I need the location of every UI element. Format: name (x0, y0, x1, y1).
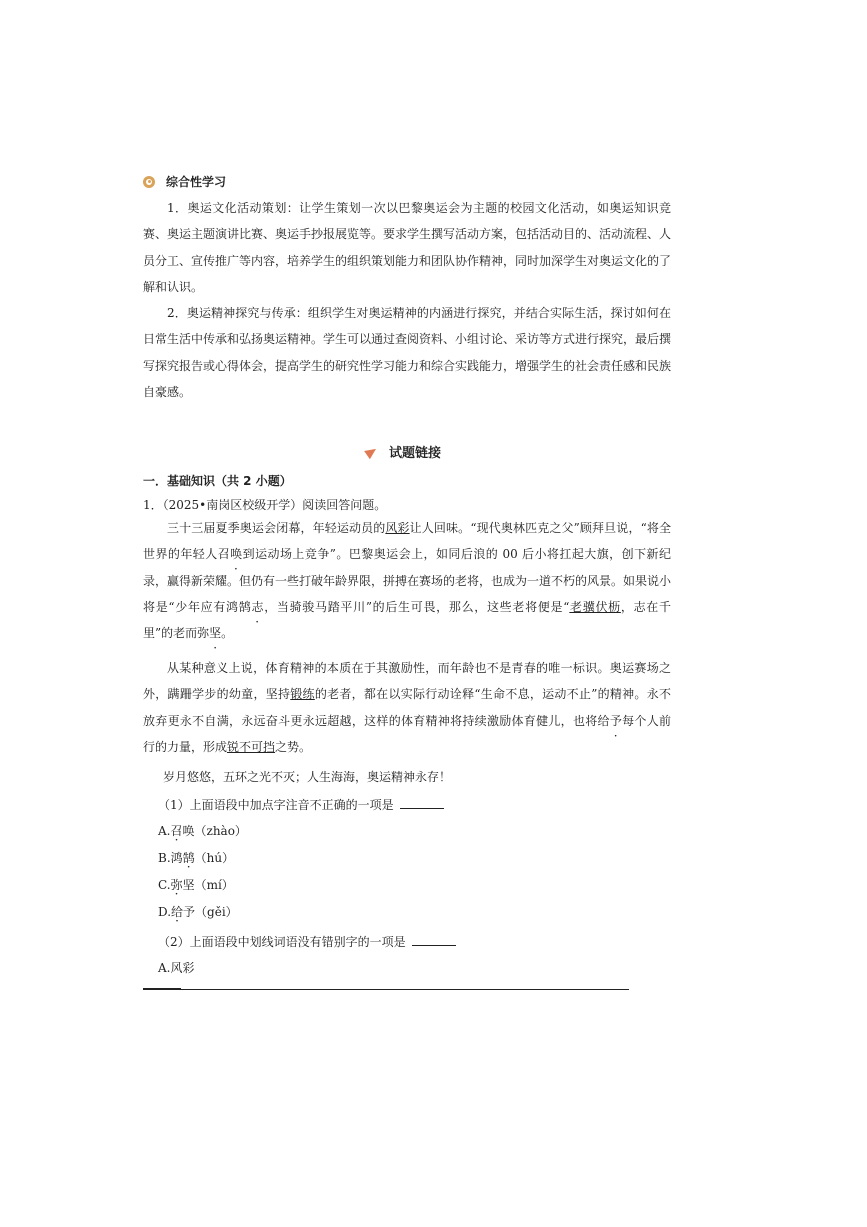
dotted-char: 鹄 (182, 851, 195, 865)
option-prefix: D. (158, 905, 172, 919)
sub-question-2-text: （2）上面语段中划线词语没有错别字的一项是 (158, 935, 406, 949)
dotted-char: 给 (597, 713, 610, 728)
answer-blank[interactable] (412, 935, 456, 946)
text-span: 志，当骑骏马踏平川”的后生可畏，那么，这些老将便是“ (251, 599, 570, 614)
dotted-char: 鹄 (238, 599, 252, 614)
dotted-char: 给 (171, 905, 184, 919)
passage-paragraph-1 (143, 515, 671, 646)
link-title: 试题链接 (389, 446, 442, 461)
activity-2: 2．奥运精神探究与传承：组织学生对奥运精神的内涵进行探究，并结合实际生活，探讨如何在日常生活中传承和弘扬奥运精神。学生可以通过查阅资料、小组讨论、采访等方式进行探究，最后撰写探究报告或心得体会，提高学生的研究性学习能力和综合实践能力，增强学生的社会责任感和民族自豪感。 (143, 306, 672, 399)
underlined-word: 老骥伏枥 (569, 599, 621, 614)
divider-line (143, 989, 629, 990)
option-a[interactable] (158, 822, 247, 839)
option-rest: 予（gěi） (183, 905, 238, 919)
underlined-word: 锐不可挡 (227, 739, 276, 754)
text-span: 之势。 (275, 739, 312, 754)
option-c[interactable] (158, 876, 234, 893)
text-span: 坚。 (209, 626, 234, 641)
option-d[interactable] (158, 903, 238, 920)
dotted-char: 弥 (170, 878, 183, 892)
option-rest: （hú） (194, 851, 235, 865)
text-span: ，志在千里”的老而 (143, 599, 671, 641)
question-1-intro: 1．（2025•南岗区校级开学）阅读回答问题。 (143, 498, 387, 512)
section-heading (143, 173, 226, 190)
dotted-char: 召 (217, 547, 231, 562)
option-rest: 坚（mí） (182, 878, 234, 892)
passage-paragraph-2 (143, 655, 671, 760)
sub-question-1-text: （1）上面语段中加点字注音不正确的一项是 (158, 798, 394, 812)
text-span: 三十三届夏季奥运会闭幕，年轻运动员的 (167, 521, 386, 535)
option-b[interactable] (158, 849, 234, 866)
dotted-char: 弥 (197, 626, 210, 641)
text-span: 予每个人前行的力量，形成 (143, 713, 671, 754)
activity-1: 1．奥运文化活动策划：让学生策划一次以巴黎奥运会为主题的校园文化活动，如奥运知识竞赛、奥运主题演讲比赛、奥运手抄报展览等。要求学生撰写活动方案，包括活动目的、活动流程、人员分工、宣传推广等内容，培养学生的组织策划能力和团队协作精神，同时加深学生对奥运文化的了解和认识。 (143, 201, 672, 294)
underlined-word: 风彩 (385, 521, 410, 535)
option-prefix: A. (158, 824, 171, 838)
text-span: 从某种意义上说，体育精神的本质在于其激励性，而年龄也不是青春的唯一标识。奥运赛场之外，蹒跚学步的幼童，坚持 (143, 661, 671, 702)
option-q2-a[interactable]: A.风彩 (158, 961, 195, 975)
dotted-char: 召 (170, 824, 183, 838)
sub-question-2 (158, 933, 456, 950)
option-rest: 唤（zhào） (182, 824, 247, 838)
option-prefix: C. (158, 878, 171, 892)
sub-question-1 (158, 796, 444, 813)
text-span: 唤到运动场上竞争”。巴黎奥运会上，如同后浪的 00 后小将扛起大旗，创下新纪录，赢得新荣耀。但仍有一些打破年龄界限，拼搏在赛场的老将，也成为一道不朽的风景。如果说小将是“少年应有鸿 (143, 547, 672, 614)
text-span: 让人回味。“现代奥林匹克之父”顾拜旦说，“将全世界的年轻人 (143, 521, 671, 562)
underlined-word: 锻练 (290, 687, 315, 702)
text-span: 的老者，都在以实际行动诠释“生命不息，运动不止”的精神。永不放弃更永不自满，永远奋斗更永远超越，这样的体育精神将持续激励体育健儿，也将 (143, 687, 671, 728)
option-prefix: B.鸿 (158, 851, 183, 865)
answer-blank[interactable] (400, 798, 444, 809)
paper-plane-icon (364, 444, 379, 459)
flower-icon (143, 176, 155, 188)
section-title: 综合性学习 (166, 175, 227, 189)
part-heading: 一．基础知识（共 2 小题） (143, 474, 292, 488)
link-heading (366, 442, 441, 461)
passage-paragraph-3: 岁月悠悠，五环之光不灭；人生海海，奥运精神永存！ (163, 770, 452, 784)
